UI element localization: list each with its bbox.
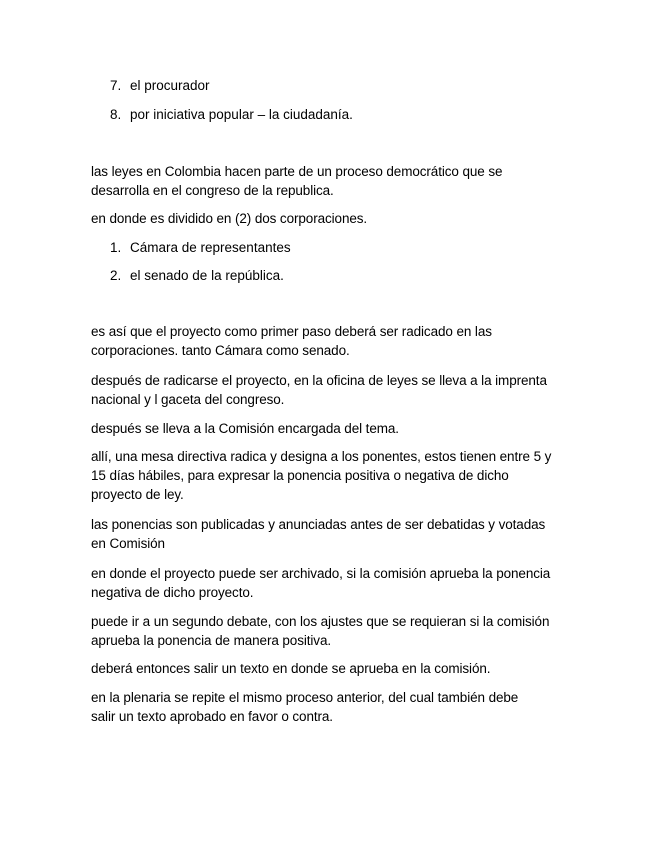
list-item: por iniciativa popular – la ciudadanía. — [130, 107, 353, 122]
list-number: 7. — [110, 78, 122, 93]
list-item: Cámara de representantes — [130, 240, 291, 255]
paragraph: deberá entonces salir un texto en donde se aprueba en la comisión. — [91, 661, 491, 676]
list-item: el senado de la república. — [130, 268, 284, 283]
list-number: 2. — [110, 268, 122, 283]
list-number: 8. — [110, 107, 122, 122]
paragraph: las leyes en Colombia hacen parte de un proceso democrático que se desarrolla en el congreso de la republica. — [91, 164, 503, 198]
paragraph: en donde es dividido en (2) dos corporaciones. — [91, 211, 368, 226]
paragraph: en donde el proyecto puede ser archivado, si la comisión aprueba la ponencia negativa de dicho proyecto. — [91, 566, 551, 600]
paragraph: después se lleva a la Comisión encargada del tema. — [91, 421, 399, 436]
list-number: 1. — [110, 240, 122, 255]
paragraph: en la plenaria se repite el mismo proceso anterior, del cual también debe salir un texto aprobado en favor o contra. — [91, 690, 519, 724]
paragraph: allí, una mesa directiva radica y designa a los ponentes, estos tienen entre 5 y 15 días hábiles, para expresar la ponencia positiva o negativa de dicho proyecto de ley. — [91, 449, 552, 502]
paragraph: puede ir a un segundo debate, con los ajustes que se requieran si la comisión aprueba la ponencia de manera positiva. — [91, 614, 550, 648]
paragraph: las ponencias son publicadas y anunciadas antes de ser debatidas y votadas en Comisión — [91, 517, 546, 551]
paragraph: después de radicarse el proyecto, en la oficina de leyes se lleva a la imprenta nacional y l gaceta del congreso. — [91, 373, 547, 407]
list-item: el procurador — [130, 78, 210, 93]
paragraph: es así que el proyecto como primer paso deberá ser radicado en las corporaciones. tanto Cámara como senado. — [91, 324, 492, 358]
